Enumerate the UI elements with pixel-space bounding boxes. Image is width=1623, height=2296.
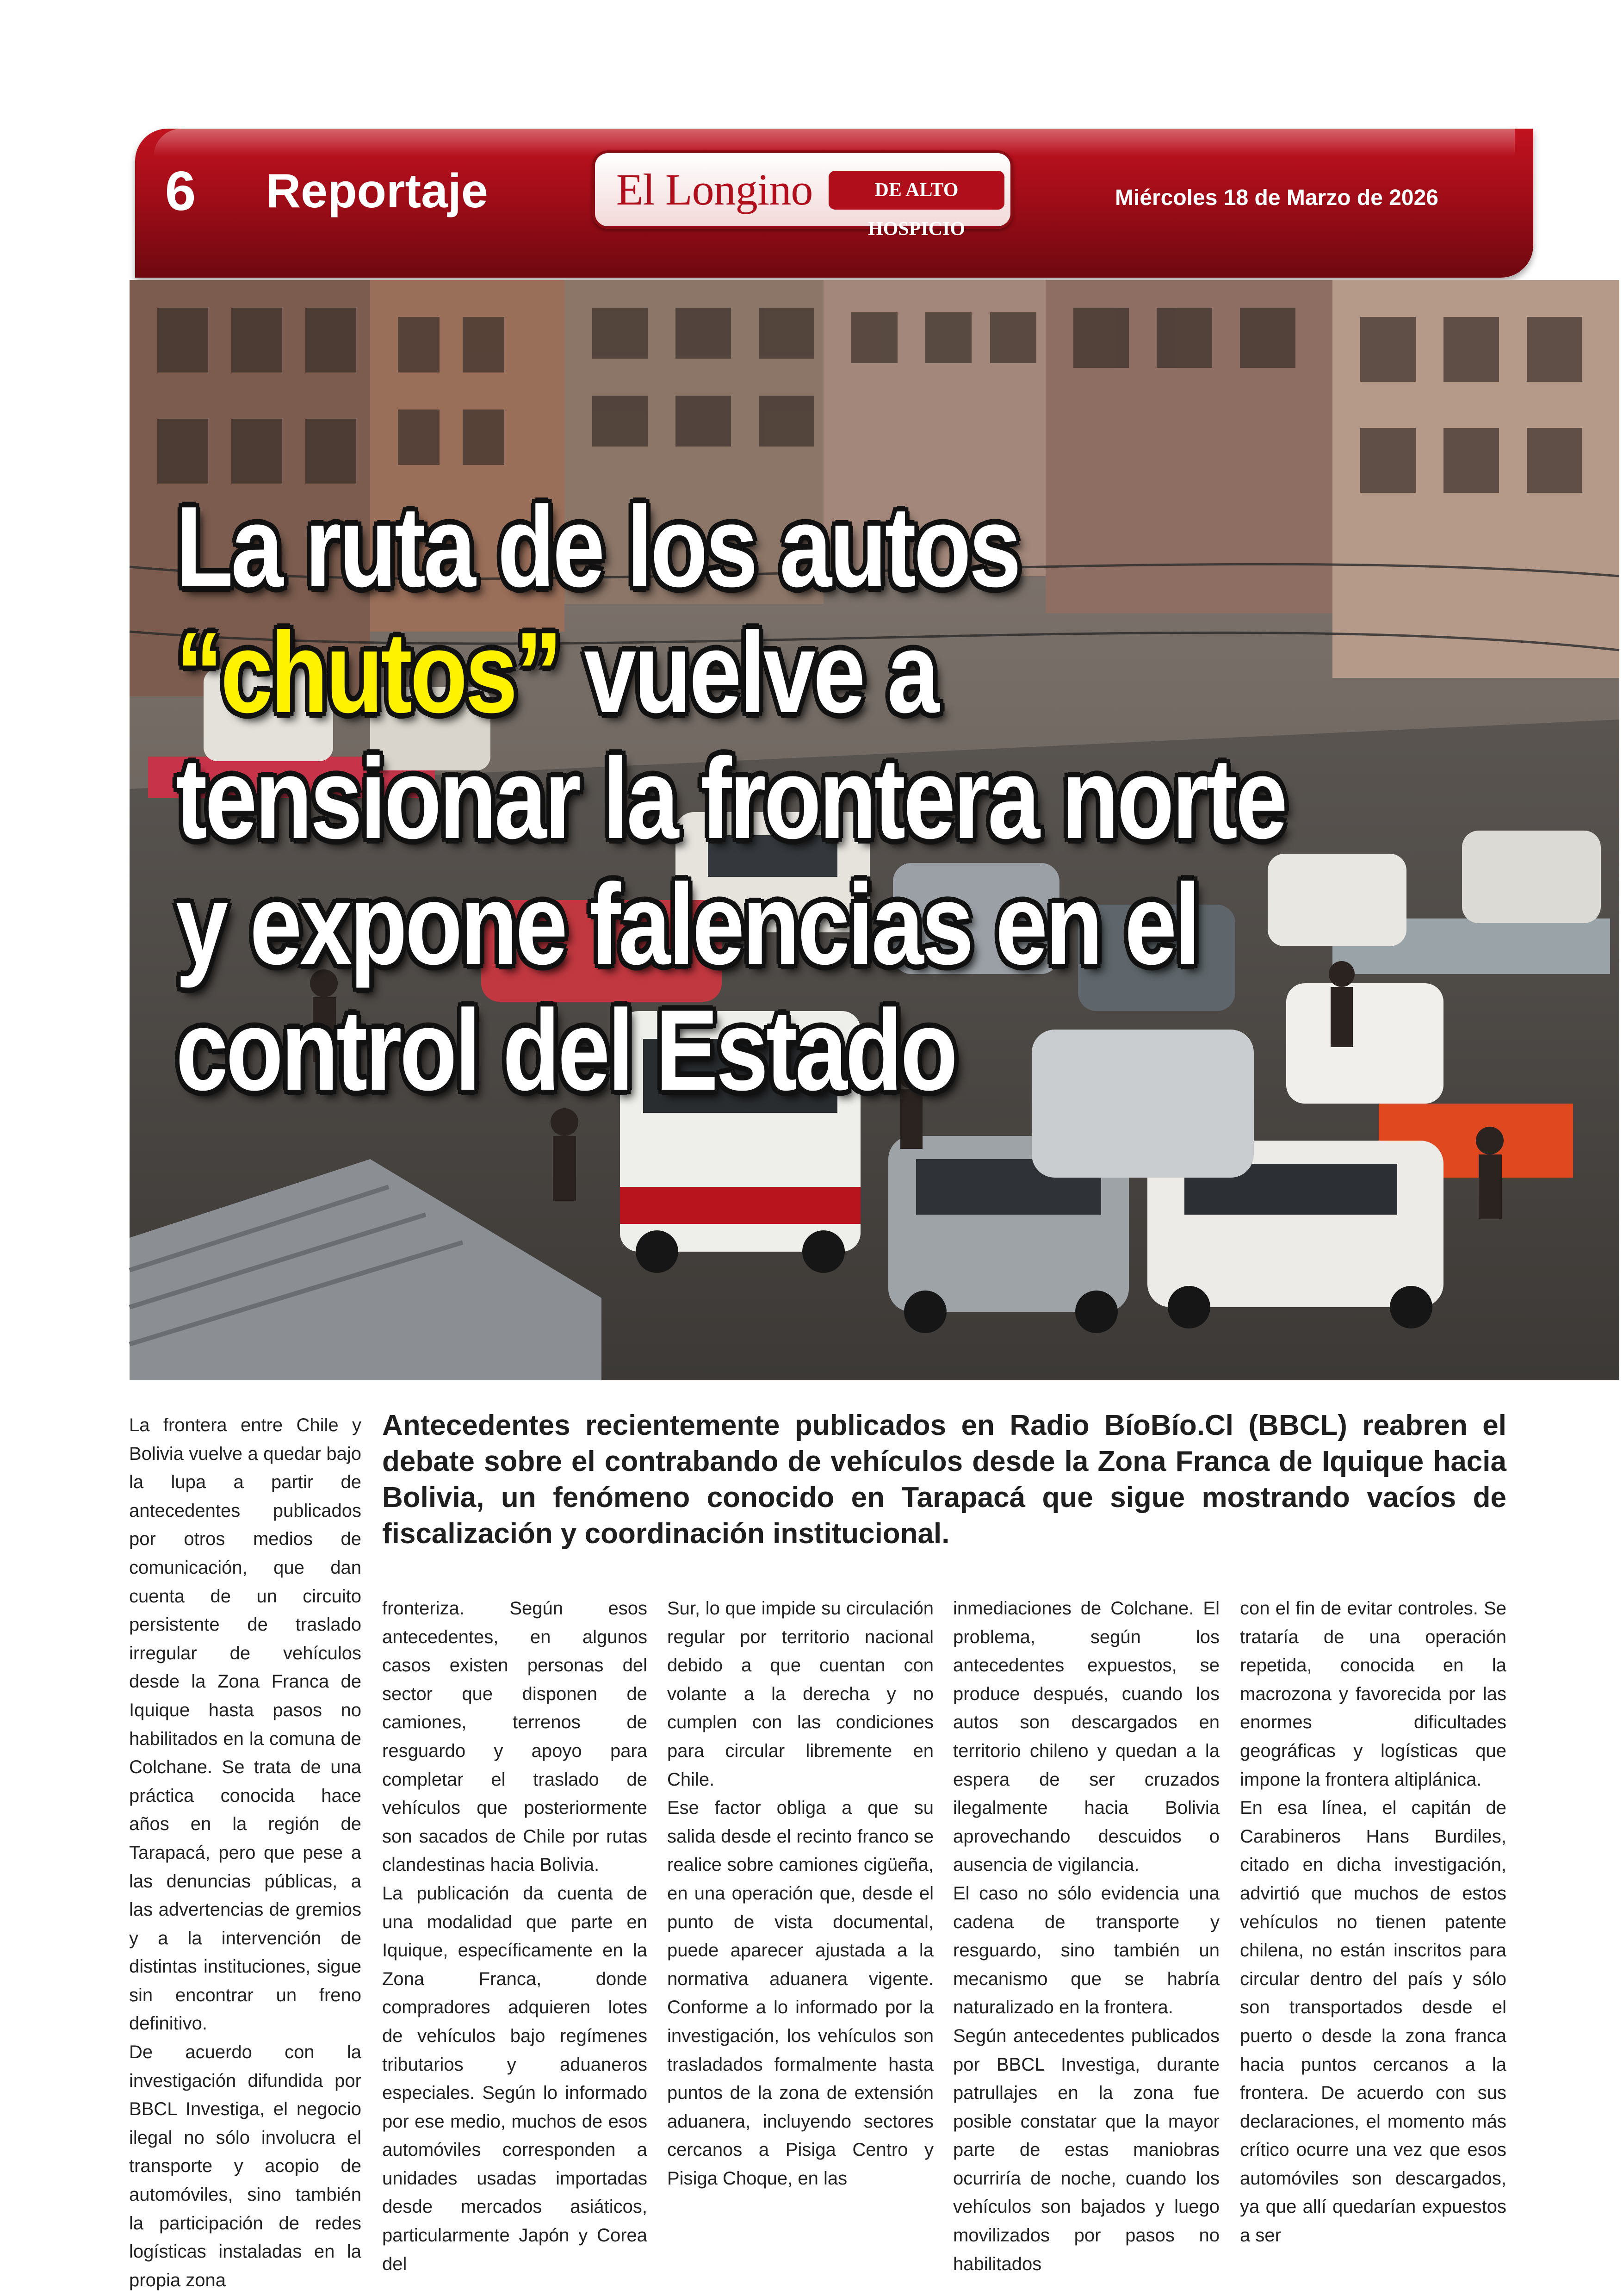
hero-photo (130, 280, 1619, 1380)
paragraph: fronteriza. Según esos antecedentes, en algunos casos existen personas del sector que disponen de camiones, terrenos de resguardo y apoyo para completar el traslado de vehículos que posteriormente son sacados de Chile por rutas clandestinas hacia Bolivia. (382, 1598, 647, 1875)
paragraph: inmediaciones de Colchane. El problema, según los antecedentes expuestos, se produce después, cuando los autos son descargados en territorio chileno y quedan a la espera de ser cruzados ilegalmente hacia Bolivia aprovechando descuidos o ausencia de vigilancia. (953, 1598, 1220, 1875)
paragraph: La publicación da cuenta de una modalidad que parte en Iquique, específicamente en la Zona Franca, donde compradores adquieren lotes de vehículos bajo regímenes tributarios y aduaneros especiales. Según lo informado por ese medio, muchos de esos automóviles corresponden a unidades usadas importadas desde mercados asiáticos, particularmente Japón y Corea del (382, 1883, 647, 2274)
paragraph: De acuerdo con la investigación difundida por BBCL Investiga, el negocio ilegal no sólo involucra el transporte y acopio de automóviles, sino también la participación de redes logísticas instaladas en la propia zona (129, 2042, 361, 2290)
headline-part2: vuelve a tensionar la frontera norte y expone falencias en el control del Estado (176, 608, 1286, 1114)
logo-tagline: DE ALTO HOSPICIO (829, 171, 1004, 210)
body-column-1 (129, 1411, 361, 2290)
issue-date: Miércoles 18 de Marzo de 2026 (1115, 186, 1438, 210)
body-column-3 (667, 1595, 934, 2189)
page-number: 6 (165, 160, 196, 222)
paragraph: con el fin de evitar controles. Se trataría de una operación repetida, conocida en la macrozona y favorecida por las enormes dificultades geográficas y logísticas que impone la frontera altiplánica. (1240, 1598, 1506, 1790)
article-lead: Antecedentes recientemente publicados en Radio BíoBío.Cl (BBCL) reabren el debate sobre el contrabando de vehículos desde la Zona Franca de Iquique hacia Bolivia, un fenómeno conocido en Tarapacá que sigue mostrando vacíos de fiscalización y coordinación institucional. (382, 1409, 1506, 1550)
body-column-4 (953, 1595, 1220, 2274)
body-column-5 (1240, 1595, 1506, 2246)
headline-highlight: “chutos” (176, 608, 560, 737)
headline-part1: La ruta de los autos (176, 482, 1019, 611)
paragraph: Según antecedentes publicados por BBCL Investiga, durante patrullajes en la zona fue posible constatar que la mayor parte de estas maniobras ocurriría de noche, cuando los vehículos son bajados y luego movilizados por pasos no habilitados (953, 2025, 1220, 2274)
paragraph: La frontera entre Chile y Bolivia vuelve a quedar bajo la lupa a partir de antecedentes publicados por otros medios de comunicación, que dan cuenta de un circuito persistente de traslado irregular de vehículos desde la Zona Franca de Iquique hasta pasos no habilitados en la comuna de Colchane. Se trata de una práctica conocida hace años en la región de Tarapacá, pero que pese a las denuncias públicas, a las advertencias de gremios y a la intervención de distintas instituciones, sigue sin encontrar un freno definitivo. (129, 1415, 361, 2034)
logo-name: El Longino (616, 165, 813, 214)
section-title: Reportaje (266, 164, 488, 218)
paragraph: En esa línea, el capitán de Carabineros Hans Burdiles, citado en dicha investigación, advirtió que muchos de estos vehículos no tienen patente chilena, no están inscritos para circular dentro del país y sólo son transportados desde el puerto o desde la zona franca hacia puntos cercanos a la frontera. De acuerdo con sus declaraciones, el momento más crítico ocurre una vez que esos automóviles son descargados, ya que allí quedarían expuestos a ser (1240, 1798, 1506, 2246)
body-column-2 (382, 1595, 647, 2274)
newspaper-logo (592, 150, 1013, 240)
paragraph: Sur, lo que impide su circulación regular por territorio nacional debido a que cuentan con volante a la derecha y no cumplen con las condiciones para circular libremente en Chile. (667, 1598, 934, 1790)
paragraph: Ese factor obliga a que su salida desde el recinto franco se realice sobre camiones cigüeña, en una operación que, desde el punto de vista documental, puede aparecer ajustada a la normativa aduanera vigente. Conforme a lo informado por la investigación, los vehículos son trasladados formalmente hasta puntos de la zona de extensión aduanera, incluyendo sectores cercanos a Pisiga Centro y Pisiga Choque, en las (667, 1798, 934, 2189)
paragraph: El caso no sólo evidencia una cadena de transporte y resguardo, sino también un mecanismo que se habría naturalizado en la frontera. (953, 1883, 1220, 2018)
headline (176, 484, 1333, 1316)
